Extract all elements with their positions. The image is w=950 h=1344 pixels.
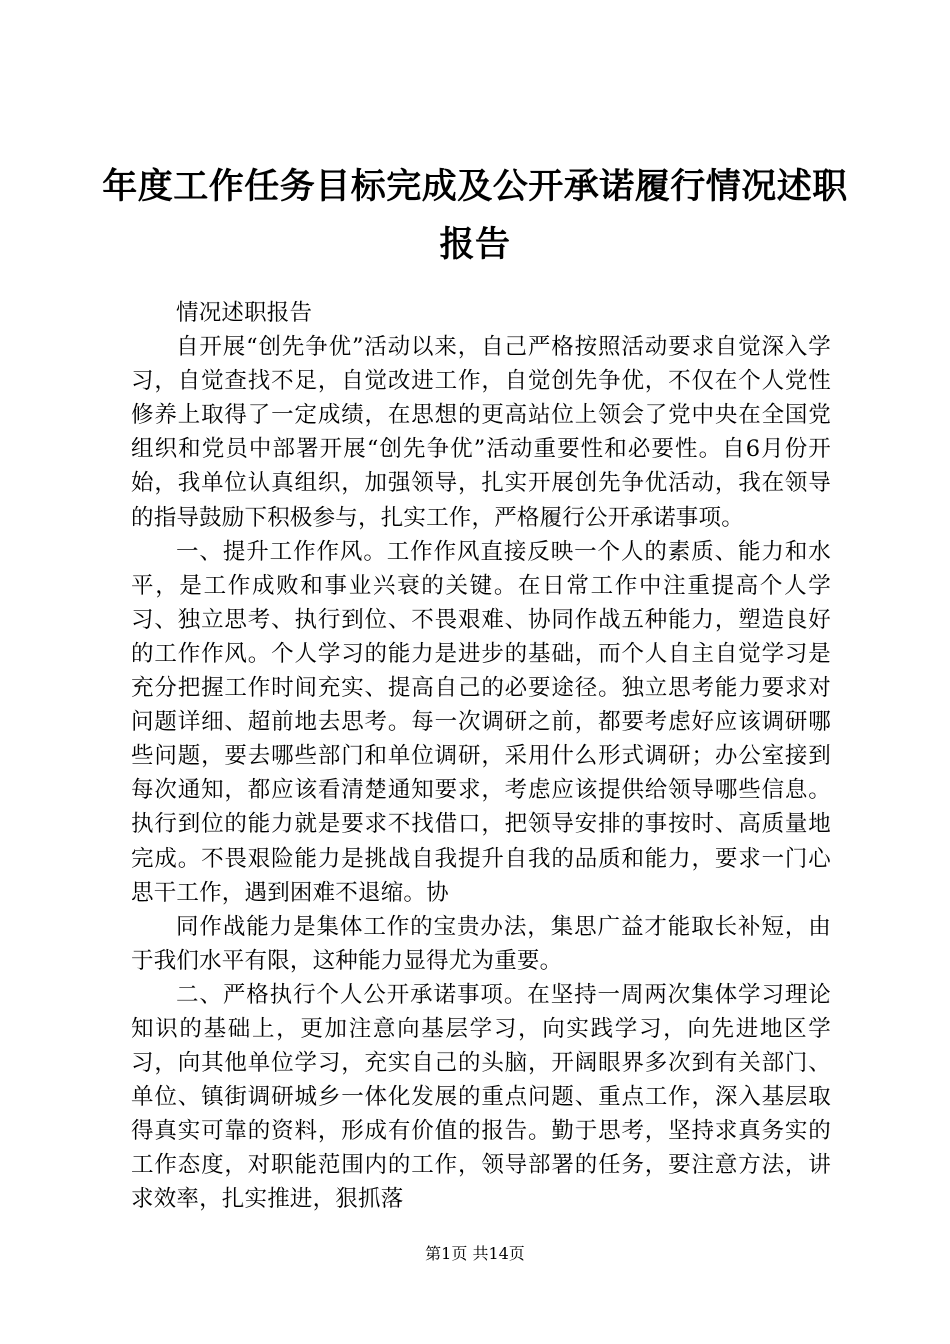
paragraph-section-two: 二、严格执行个人公开承诺事项。在坚持一周两次集体学习理论知识的基础上，更加注意向基层学习，向实践学习，向先进地区学习，向其他单位学习，充实自己的头脑，开阔眼界多次到有关部门、单位、镇街调研城乡一体化发展的重点问题、重点工作，深入基层取得真实可靠的资料，形成有价值的报告。勤于思考，坚持求真务实的工作态度，对职能范围内的工作，领导部署的任务，要注意方法，讲求效率，扎实推进，狠抓落 <box>131 981 831 1213</box>
paragraph-section-one-continued: 同作战能力是集体工作的宝贵办法，集思广益才能取长补短，由于我们水平有限，这种能力显得尤为重要。 <box>131 913 831 974</box>
paragraph-intro: 自开展“创先争优”活动以来，自己严格按照活动要求自觉深入学习，自觉查找不足，自觉改进工作，自觉创先争优，不仅在个人党性修养上取得了一定成绩，在思想的更高站位上领会了党中央在全国党组织和党员中部署开展“创先争优”活动重要性和必要性。自6月份开始，我单位认真组织，加强领导，扎实开展创先争优活动，我在领导的指导鼓励下积极参与，扎实工作，严格履行公开承诺事项。 <box>131 334 831 531</box>
paragraph-section-one: 一、提升工作作风。工作作风直接反映一个人的素质、能力和水平，是工作成败和事业兴衰的关键。在日常工作中注重提高个人学习、独立思考、执行到位、不畏艰难、协同作战五种能力，塑造良好的工作作风。个人学习的能力是进步的基础，而个人自主自觉学习是充分把握工作时间充实、提高自己的必要途径。独立思考能力要求对问题详细、超前地去思考。每一次调研之前，都要考虑好应该调研哪些问题，要去哪些部门和单位调研，采用什么形式调研；办公室接到每次通知，都应该看清楚通知要求，考虑应该提供给领导哪些信息。执行到位的能力就是要求不找借口，把领导安排的事按时、高质量地完成。不畏艰险能力是挑战自我提升自我的品质和能力，要求一门心思干工作，遇到困难不退缩。协 <box>131 538 831 906</box>
paragraph-subtitle: 情况述职报告 <box>176 300 313 326</box>
page-number-footer: 第1页 共14页 <box>425 1244 525 1263</box>
document-title: 年度工作任务目标完成及公开承诺履行情况述职报告 <box>102 166 848 265</box>
document-body <box>131 296 831 1217</box>
